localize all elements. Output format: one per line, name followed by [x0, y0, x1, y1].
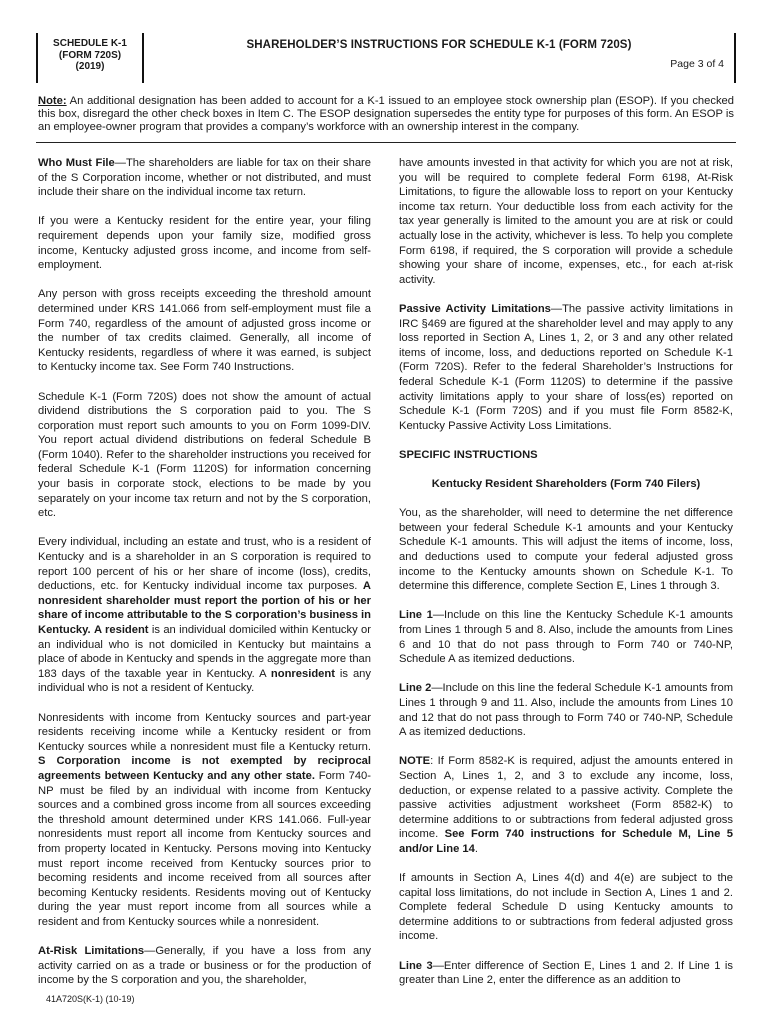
filing-requirement-paragraph: If you were a Kentucky resident for the entire year, your filing requirement depends upon your family size, modified gross income, Kentucky adjusted gross income, and income from self-employment. — [38, 215, 371, 272]
gross-receipts-paragraph: Any person with gross receipts exceeding the threshold amount determined under KRS 141.066 from self-employment must file a Form 740, regardless of the amount of adjusted gross income or the number of tax credits claimed. Generally, all income of Kentucky residents, regardless of where it was earned, is subject to Kentucky income tax. See Form 740 Instructions. — [38, 288, 371, 374]
form-number: (FORM 720S) — [58, 49, 122, 61]
who-must-file-heading: Who Must File — [38, 157, 115, 169]
resident-paragraph: Every individual, including an estate and trust, who is a resident of Kentucky and is a shareholder in an S corporation is required to report 100 percent of his or her share of income (loss), credits, deductions, etc. for Kentucky individual income tax purposes. A nonresident shareholder must report the portion of his or her share of income attributable to the S corporation’s business in Kentucky. A resident is an individual domiciled within Kentucky or an individual who is not domiciled in Kentucky but maintains a place of abode in Kentucky and spends in the aggregate more than 183 days of the taxable year in Kentucky. A nonresident is any individual who is not a resident of Kentucky. — [38, 536, 371, 695]
nonresident-paragraph: Nonresidents with income from Kentucky sources and part-year residents receiving income while a Kentucky resident or from Kentucky sources while a nonresident must file a Kentucky return. S Corporation income is not exempted by reciprocal agreements between Kentucky and any other state. Form 740-NP must be filed by an individual with income from Kentucky sources and a combined gross income from all sources exceeding the threshold amount determined under KRS 141.066. Full-year nonresidents must report all income from Kentucky sources and from property located in Kentucky. Persons moving into Kentucky must report income received from Kentucky sources prior to becoming residents and income received from all sources after becoming Kentucky residents. Residents moving out of Kentucky during the year must report income from all sources while a resident and from Kentucky sources while a nonresident. — [38, 711, 371, 928]
note-text: An additional designation has been added to account for a K-1 issued to an employee stock ownership plan (ESOP). If you checked this box, disregard the other check boxes in Item C. The ESOP designation supersedes the entity type for purposes of this form. An ESOP is an employee-owner program that provides a company’s workforce with an ownership interest in the company. — [38, 95, 734, 133]
at-risk-paragraph: At-Risk Limitations—Generally, if you have a loss from any activity carried on as a trade or business or for the production of income by the S corporation and you, the shareholder, — [38, 945, 371, 987]
who-must-file-paragraph: Who Must File—The shareholders are liable for tax on their share of the S Corporation income, whether or not distributed, and must include their share on the individual income tax return. — [38, 157, 371, 199]
note-8582k-paragraph: NOTE: If Form 8582-K is required, adjust the amounts entered in Section A, Lines 1, 2, and 3 to exclude any income, loss, deduction, or expense related to a passive activity. Complete the passive activities adjustment worksheet (Form 8582-K) to determine additions to or subtractions from federal adjusted gross income. See Form 740 instructions for Schedule M, Line 5 and/or Line 14. — [399, 755, 734, 855]
right-column — [399, 156, 733, 1002]
left-column — [38, 156, 371, 1002]
at-risk-heading: At-Risk Limitations — [38, 945, 145, 958]
specific-instructions-heading: SPECIFIC INSTRUCTIONS — [399, 448, 538, 461]
passive-activity-paragraph: Passive Activity Limitations—The passive activity limitations in IRC §469 are figured at the shareholder level and may apply to any loss reported in Section A, Lines 1, 2, or 3 and any other related items of income, loss, and deductions reported on Schedule K-1 (Form 720S). Refer to the federal Shareholder’s Instructions for federal Schedule K-1 (Form 1120S) to determine if the passive activity limitations apply to your share of loss(es) reported on Schedule K-1 (Form 720S) and if you must file Form 8582-K, Kentucky Passive Activity Loss Limitations. — [399, 302, 734, 432]
header-title-box — [144, 33, 736, 83]
dividend-paragraph: Schedule K-1 (Form 720S) does not show the amount of actual dividend distributions the S corporation paid to you. The S corporation must report such amounts to you on Form 1099-DIV. You report actual dividend distributions on federal Schedule B (Form 1040). Refer to the shareholder instructions you received for federal Schedule K-1 (Form 1120S) for information concerning your basis in corporate stock, elections to be made by you separately on your income tax return and not by the S corporation, etc. — [38, 390, 371, 520]
line-1-paragraph: Line 1—Include on this line the Kentucky Schedule K-1 amounts from Lines 1 through 5 and 8. Also, include the amounts from Lines 6 and 10 that do not pass through to Form 740 or 740-NP, Schedule A as itemized deductions. — [399, 609, 734, 666]
schedule-identifier — [36, 33, 144, 83]
capital-loss-paragraph: If amounts in Section A, Lines 4(d) and 4(e) are subject to the capital loss limitations, do not include in Section A, Lines 1 and 2. Complete federal Schedule D using Kentucky amounts to determine additions to or subtractions from federal adjusted gross income. — [399, 872, 733, 943]
page-number: Page 3 of 4 — [670, 58, 724, 70]
line-2-paragraph: Line 2—Include on this line the federal Schedule K-1 amounts from Lines 1 through 9 and 11. Also, include the amounts from Lines 10 and 12 that do not pass through to Form 740 or 740-NP, Schedule A as itemized deductions. — [399, 682, 734, 739]
at-risk-continued-paragraph: have amounts invested in that activity for which you are not at risk, you will be required to complete federal Form 6198, At-Risk Limitations, to figure the allowable loss to report on your Kentucky income tax return. Your deductible loss from each activity for the tax year generally is limited to the amount you are at risk or could actually lose in the activity, whichever is less. To help you complete Form 6198, if required, the S corporation will provide a schedule showing your share of income, expenses, etc., for each at-risk activity. — [399, 157, 733, 286]
page-title: SHAREHOLDER’S INSTRUCTIONS FOR SCHEDULE K-1 (FORM 720S) — [246, 39, 632, 51]
net-difference-paragraph: You, as the shareholder, will need to determine the net difference between your federal Schedule K-1 amounts and your Kentucky Schedule K-1 amounts. This will adjust the items of income, loss, and deductions used to compute your federal adjusted gross income to the Kentucky amounts shown on Schedule K-1. To determine this difference, complete Section E, Lines 1 through 3. — [399, 507, 733, 593]
passive-activity-heading: Passive Activity Limitations — [399, 302, 551, 315]
note-label: Note: — [38, 95, 67, 107]
form-header — [36, 33, 736, 83]
form-footer-code: 41A720S(K-1) (10-19) — [46, 994, 135, 1004]
form-year: (2019) — [75, 61, 105, 72]
divider — [36, 142, 736, 143]
schedule-name: SCHEDULE K-1 — [53, 38, 127, 49]
esop-note — [38, 95, 734, 134]
line-3-paragraph: Line 3—Enter difference of Section E, Lines 1 and 2. If Line 1 is greater than Line 2, enter the difference as an addition to — [399, 959, 733, 987]
resident-shareholders-subheading: Kentucky Resident Shareholders (Form 740 Filers) — [431, 478, 701, 491]
